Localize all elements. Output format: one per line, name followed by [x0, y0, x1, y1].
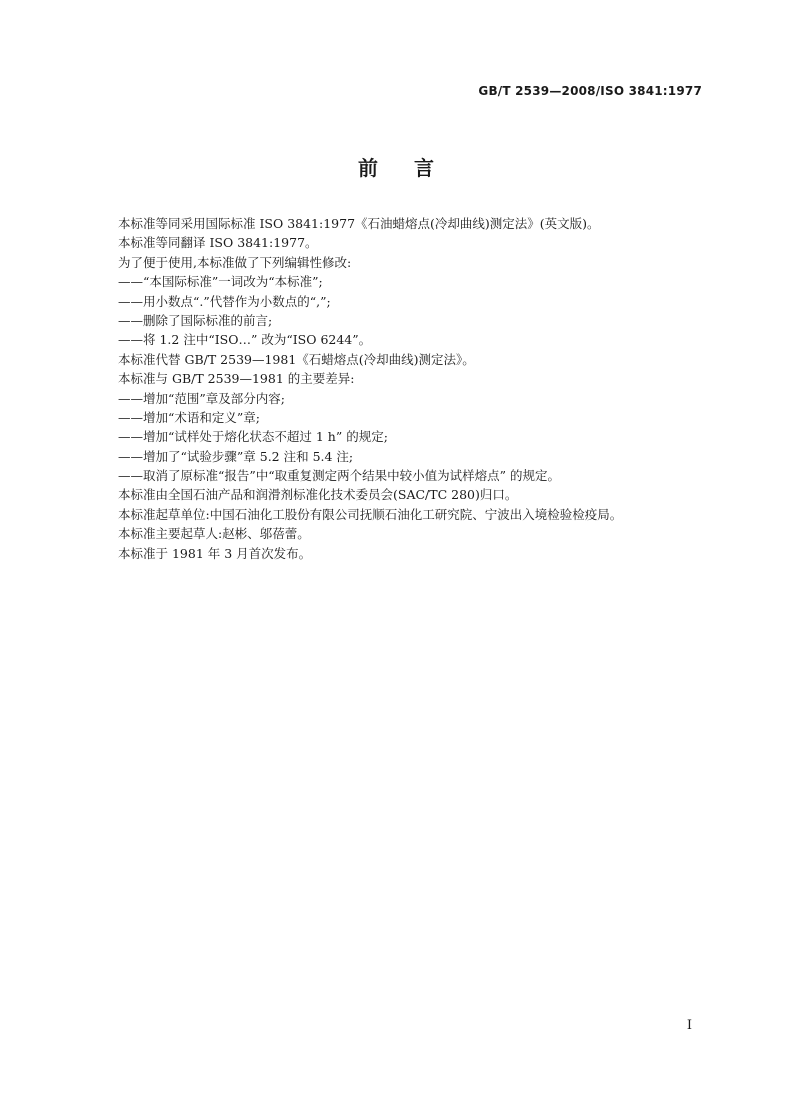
paragraph: 本标准由全国石油产品和润滑剂标准化技术委员会(SAC/TC 280)归口。 — [118, 487, 518, 503]
standard-code: GB/T 2539—2008/ISO 3841:1977 — [478, 84, 702, 98]
paragraph: 为了便于使用,本标准做了下列编辑性修改: — [118, 254, 352, 270]
paragraph: 本标准等同翻译 ISO 3841:1977。 — [118, 235, 318, 251]
paragraph: 本标准等同采用国际标准 ISO 3841:1977《石油蜡熔点(冷却曲线)测定法》(英文版)。 — [118, 216, 600, 231]
paragraph: 本标准与 GB/T 2539—1981 的主要差异: — [118, 371, 355, 387]
paragraph: 本标准代替 GB/T 2539—1981《石蜡熔点(冷却曲线)测定法》。 — [118, 351, 475, 367]
list-item: ——将 1.2 注中“ISO…” 改为“ISO 6244”。 — [118, 332, 372, 348]
list-item: ——“本国际标准”一词改为“本标准”; — [118, 274, 323, 290]
paragraph: 本标准起草单位:中国石油化工股份有限公司抚顺石油化工研究院、宁波出入境检验检疫局。 — [118, 506, 623, 522]
list-item: ——增加“试样处于熔化状态不超过 1 h” 的规定; — [118, 429, 388, 445]
foreword-body — [118, 214, 718, 563]
list-item: ——删除了国际标准的前言; — [118, 312, 273, 328]
list-item: ——取消了原标准“报告”中“取重复测定两个结果中较小值为试样熔点” 的规定。 — [118, 468, 561, 484]
list-item: ——增加“术语和定义”章; — [118, 409, 260, 425]
paragraph: 本标准于 1981 年 3 月首次发布。 — [118, 545, 312, 561]
list-item: ——用小数点“.”代替作为小数点的“,”; — [118, 293, 331, 309]
page-title: 前言 — [358, 156, 470, 180]
page-number: I — [686, 1018, 692, 1033]
list-item: ——增加“范围”章及部分内容; — [118, 390, 285, 406]
paragraph: 本标准主要起草人:赵彬、邬蓓蕾。 — [118, 526, 310, 542]
list-item: ——增加了“试验步骤”章 5.2 注和 5.4 注; — [118, 448, 354, 464]
